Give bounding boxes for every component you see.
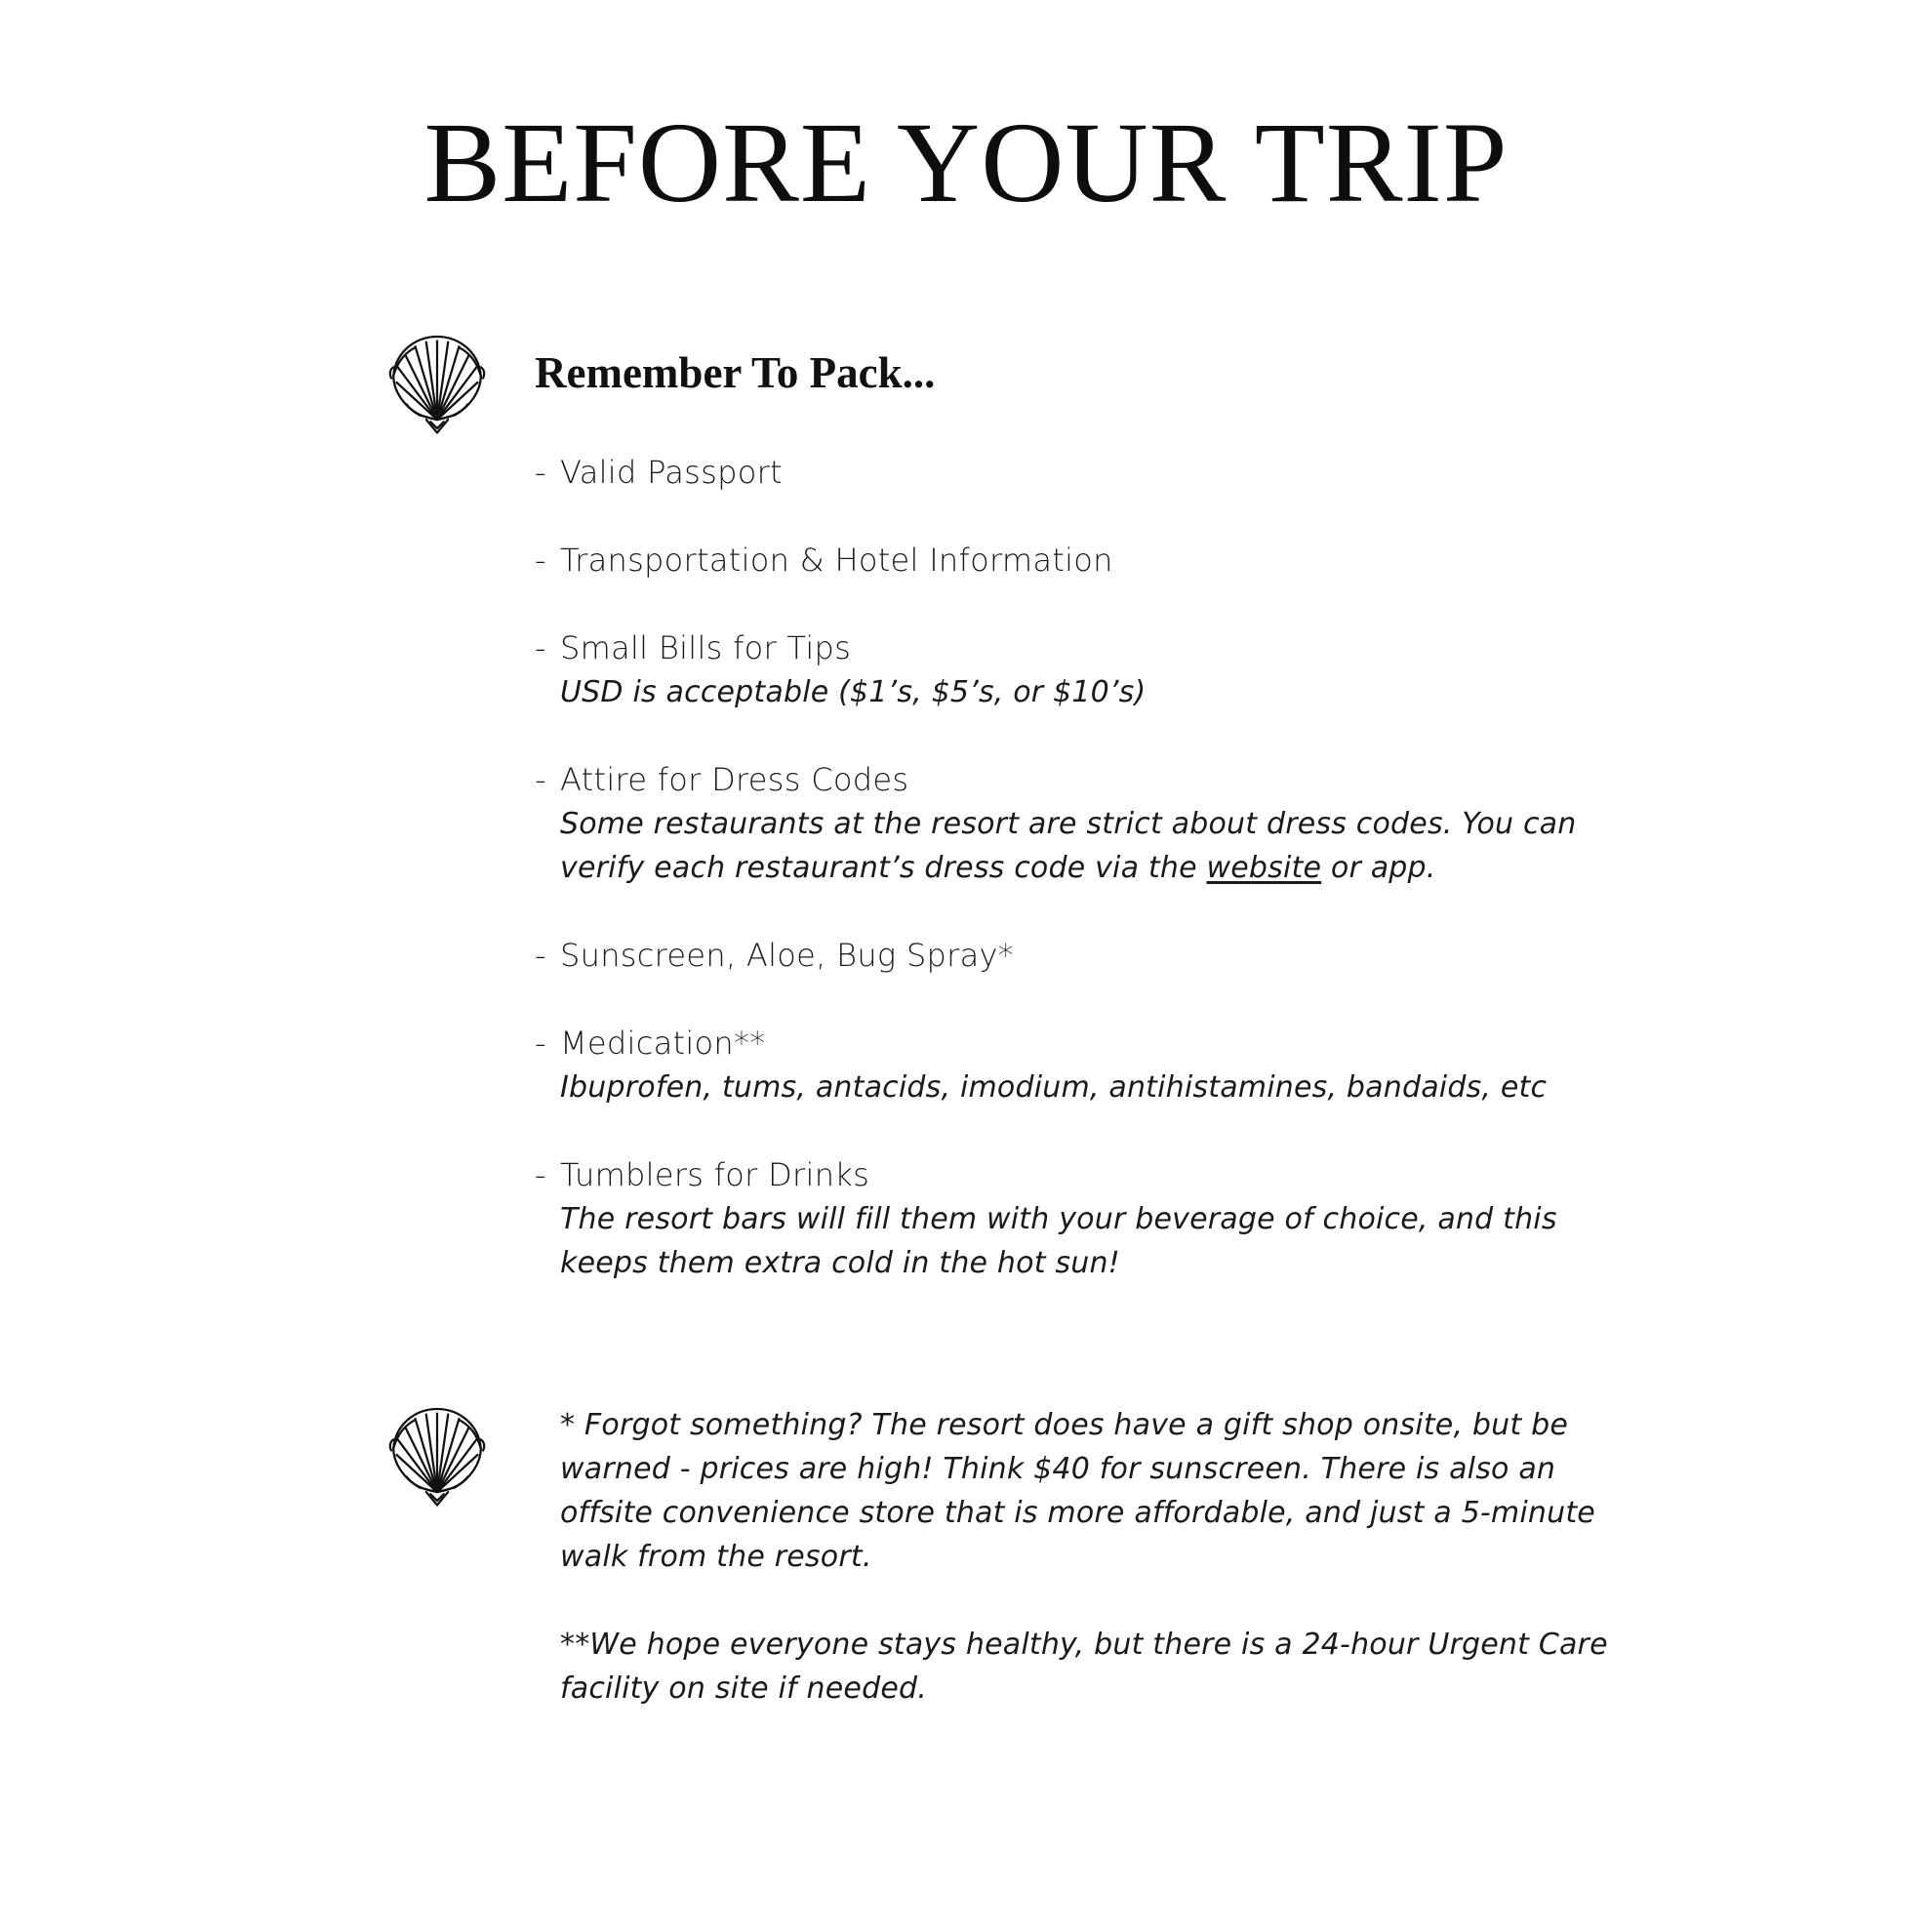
bullet-dash: - bbox=[535, 761, 546, 798]
bullet-dash: - bbox=[535, 542, 546, 579]
bullet-dash: - bbox=[535, 1025, 546, 1062]
item-note: Ibuprofen, tums, antacids, imodium, antihistamines, bandaids, etc bbox=[560, 1070, 1548, 1105]
item-label: Valid Passport bbox=[560, 454, 783, 491]
list-item bbox=[535, 539, 1608, 583]
page-title: BEFORE YOUR TRIP bbox=[423, 99, 1509, 226]
item-label: Transportation & Hotel Information bbox=[560, 542, 1113, 579]
item-label: Tumblers for Drinks bbox=[560, 1156, 870, 1193]
item-label: Attire for Dress Codes bbox=[560, 761, 909, 798]
item-note: The resort bars will fill them with your beverage of choice, and this keeps them extra cold in the hot sun! bbox=[560, 1202, 1557, 1280]
item-label: Medication** bbox=[560, 1025, 766, 1062]
bullet-dash: - bbox=[535, 454, 546, 491]
note-text: Some restaurants at the resort are strict about dress codes. You can verify each restaurant’s dress code via the bbox=[560, 807, 1577, 885]
item-note bbox=[560, 802, 1608, 890]
footnote-double-star: **We hope everyone stays healthy, but there is a 24-hour Urgent Care facility on site if needed. bbox=[560, 1628, 1608, 1706]
list-item bbox=[535, 758, 1608, 890]
bullet-dash: - bbox=[535, 1156, 546, 1193]
list-item bbox=[535, 626, 1608, 714]
item-label: Sunscreen, Aloe, Bug Spray* bbox=[560, 937, 1015, 974]
packing-list bbox=[535, 451, 1608, 1329]
list-item bbox=[535, 934, 1608, 978]
list-item bbox=[535, 451, 1608, 495]
seashell-icon bbox=[382, 1400, 492, 1509]
section-heading: Remember To Pack... bbox=[535, 348, 936, 397]
website-link[interactable]: website bbox=[1206, 851, 1322, 885]
footnote-single-star: * Forgot something? The resort does have a gift shop onsite, but be warned - prices are high! Think $40 for sunscreen. There is also an offsite convenience store that is more affordable, and just a 5-minute walk from the resort. bbox=[560, 1408, 1595, 1574]
note-text: or app. bbox=[1330, 851, 1436, 885]
item-label: Small Bills for Tips bbox=[560, 629, 852, 666]
bullet-dash: - bbox=[535, 937, 546, 974]
footnotes bbox=[560, 1403, 1614, 1754]
item-note: USD is acceptable ($1’s, $5’s, or $10’s) bbox=[560, 675, 1147, 709]
list-item bbox=[535, 1153, 1608, 1285]
list-item bbox=[535, 1022, 1608, 1109]
seashell-icon bbox=[382, 328, 492, 437]
bullet-dash: - bbox=[535, 629, 546, 666]
